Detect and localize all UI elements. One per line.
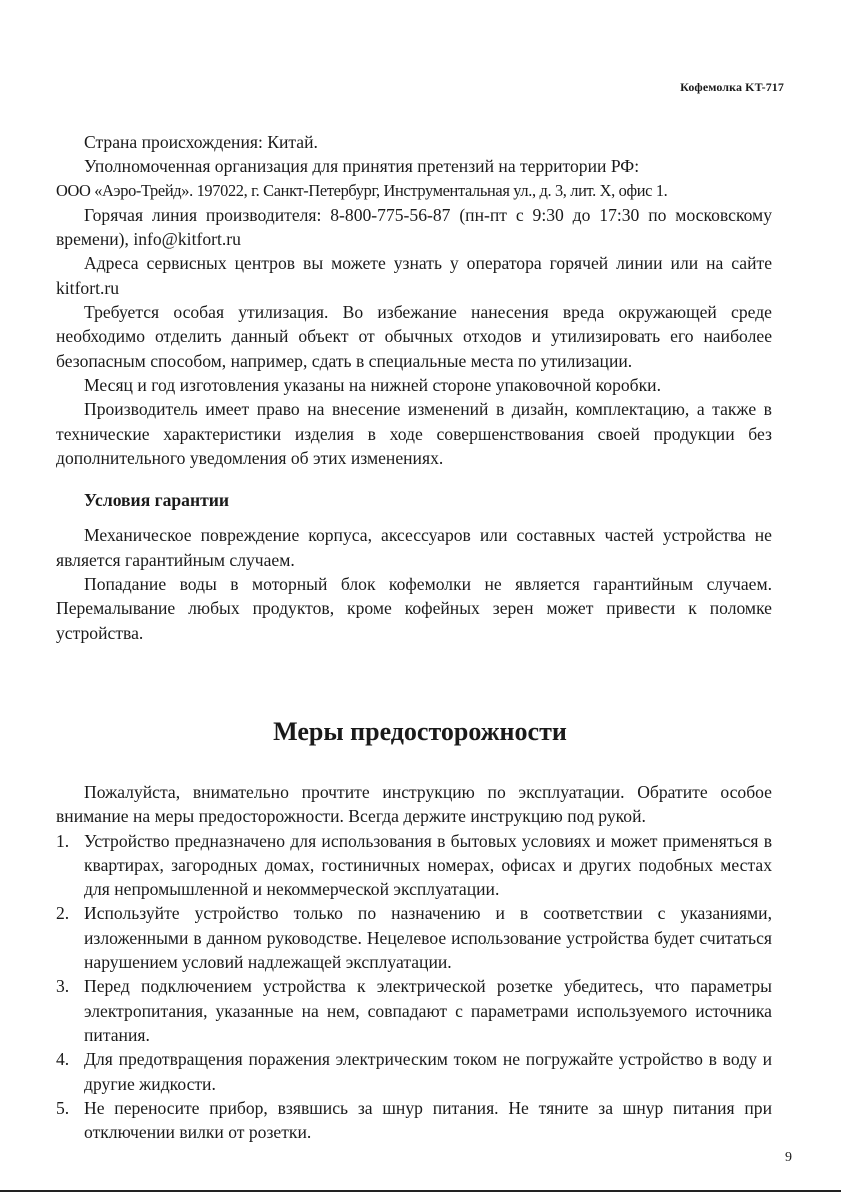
precautions-list <box>56 829 772 1145</box>
list-item <box>56 1096 772 1145</box>
warranty-paragraph: Механическое повреждение корпуса, аксессуаров или составных частей устройства не является гарантийным случаем. <box>56 525 772 570</box>
list-item <box>56 1047 772 1096</box>
list-item-text: Перед подключением устройства к электрической розетке убедитесь, что параметры электропитания, указанные на нем, совпадают с параметрами используемого источника питания. <box>84 976 772 1045</box>
list-item-number: 3. <box>56 976 70 997</box>
claims-organization-label: Уполномоченная организация для принятия претензий на территории РФ: <box>84 156 640 177</box>
list-item <box>56 901 772 974</box>
claims-organization-address: ООО «Аэро-Трейд». 197022, г. Санкт-Петербург, Инструментальная ул., д. 3, лит. Х, офис 1. <box>56 180 668 200</box>
list-item-number: 2. <box>56 903 70 924</box>
precautions-title: Меры предосторожности <box>273 716 567 746</box>
page-number: 9 <box>785 1150 792 1165</box>
list-item-number: 5. <box>56 1097 70 1118</box>
running-header: Кофемолка KT-717 <box>680 80 784 94</box>
list-item-number: 1. <box>56 830 70 851</box>
bottom-divider <box>0 1190 841 1192</box>
list-item-number: 4. <box>56 1049 70 1070</box>
list-item-text: Устройство предназначено для использования в бытовых условиях и может применяться в квартирах, загородных домах, гостиничных номерах, офисах и других подобных местах для непромышленной и некоммерческой эксплуатации. <box>84 830 772 900</box>
warranty-paragraph: Попадание воды в моторный блок кофемолки не является гарантийным случаем. Перемалывание любых продуктов, кроме кофейных зерен может привести к поломке устройства. <box>56 574 772 643</box>
list-item-text: Не переносите прибор, взявшись за шнур питания. Не тяните за шнур питания при отключении вилки от розетки. <box>84 1097 772 1143</box>
list-item-text: Для предотвращения поражения электрическим током не погружайте устройство в воду и другие жидкости. <box>84 1049 772 1094</box>
manufacture-date-info: Месяц и год изготовления указаны на нижней стороне упаковочной коробки. <box>84 374 661 395</box>
list-item-text: Используйте устройство только по назначению и в соответствии с указаниями, изложенными в данном руководстве. Нецелевое использование устройства будет считаться нарушением условий надлежащей эксплуатации. <box>84 903 772 973</box>
service-centers-info: Адреса сервисных центров вы можете узнать у оператора горячей линии или на сайте kitfort.ru <box>56 253 772 298</box>
list-item <box>56 974 772 1047</box>
warranty-heading: Условия гарантии <box>84 490 230 511</box>
disposal-info: Требуется особая утилизация. Во избежание нанесения вреда окружающей среде необходимо отделить данный объект от обычных отходов и утилизировать его наиболее безопасным способом, например, сдать в специальные места по утилизации. <box>56 302 772 371</box>
hotline-info: Горячая линия производителя: 8-800-775-56-87 (пн-пт с 9:30 до 17:30 по московскому времени), info@kitfort.ru <box>56 204 772 250</box>
origin-country: Страна происхождения: Китай. <box>84 132 318 152</box>
list-item <box>56 829 772 902</box>
page-content <box>56 130 772 1144</box>
precautions-intro: Пожалуйста, внимательно прочтите инструкцию по эксплуатации. Обратите особое внимание на меры предосторожности. Всегда держите инструкцию под рукой. <box>56 781 772 827</box>
manufacturer-rights-info: Производитель имеет право на внесение изменений в дизайн, комплектацию, а также в технические характеристики изделия в ходе совершенствования своей продукции без дополнительного уведомления об этих изменениях. <box>56 399 772 468</box>
